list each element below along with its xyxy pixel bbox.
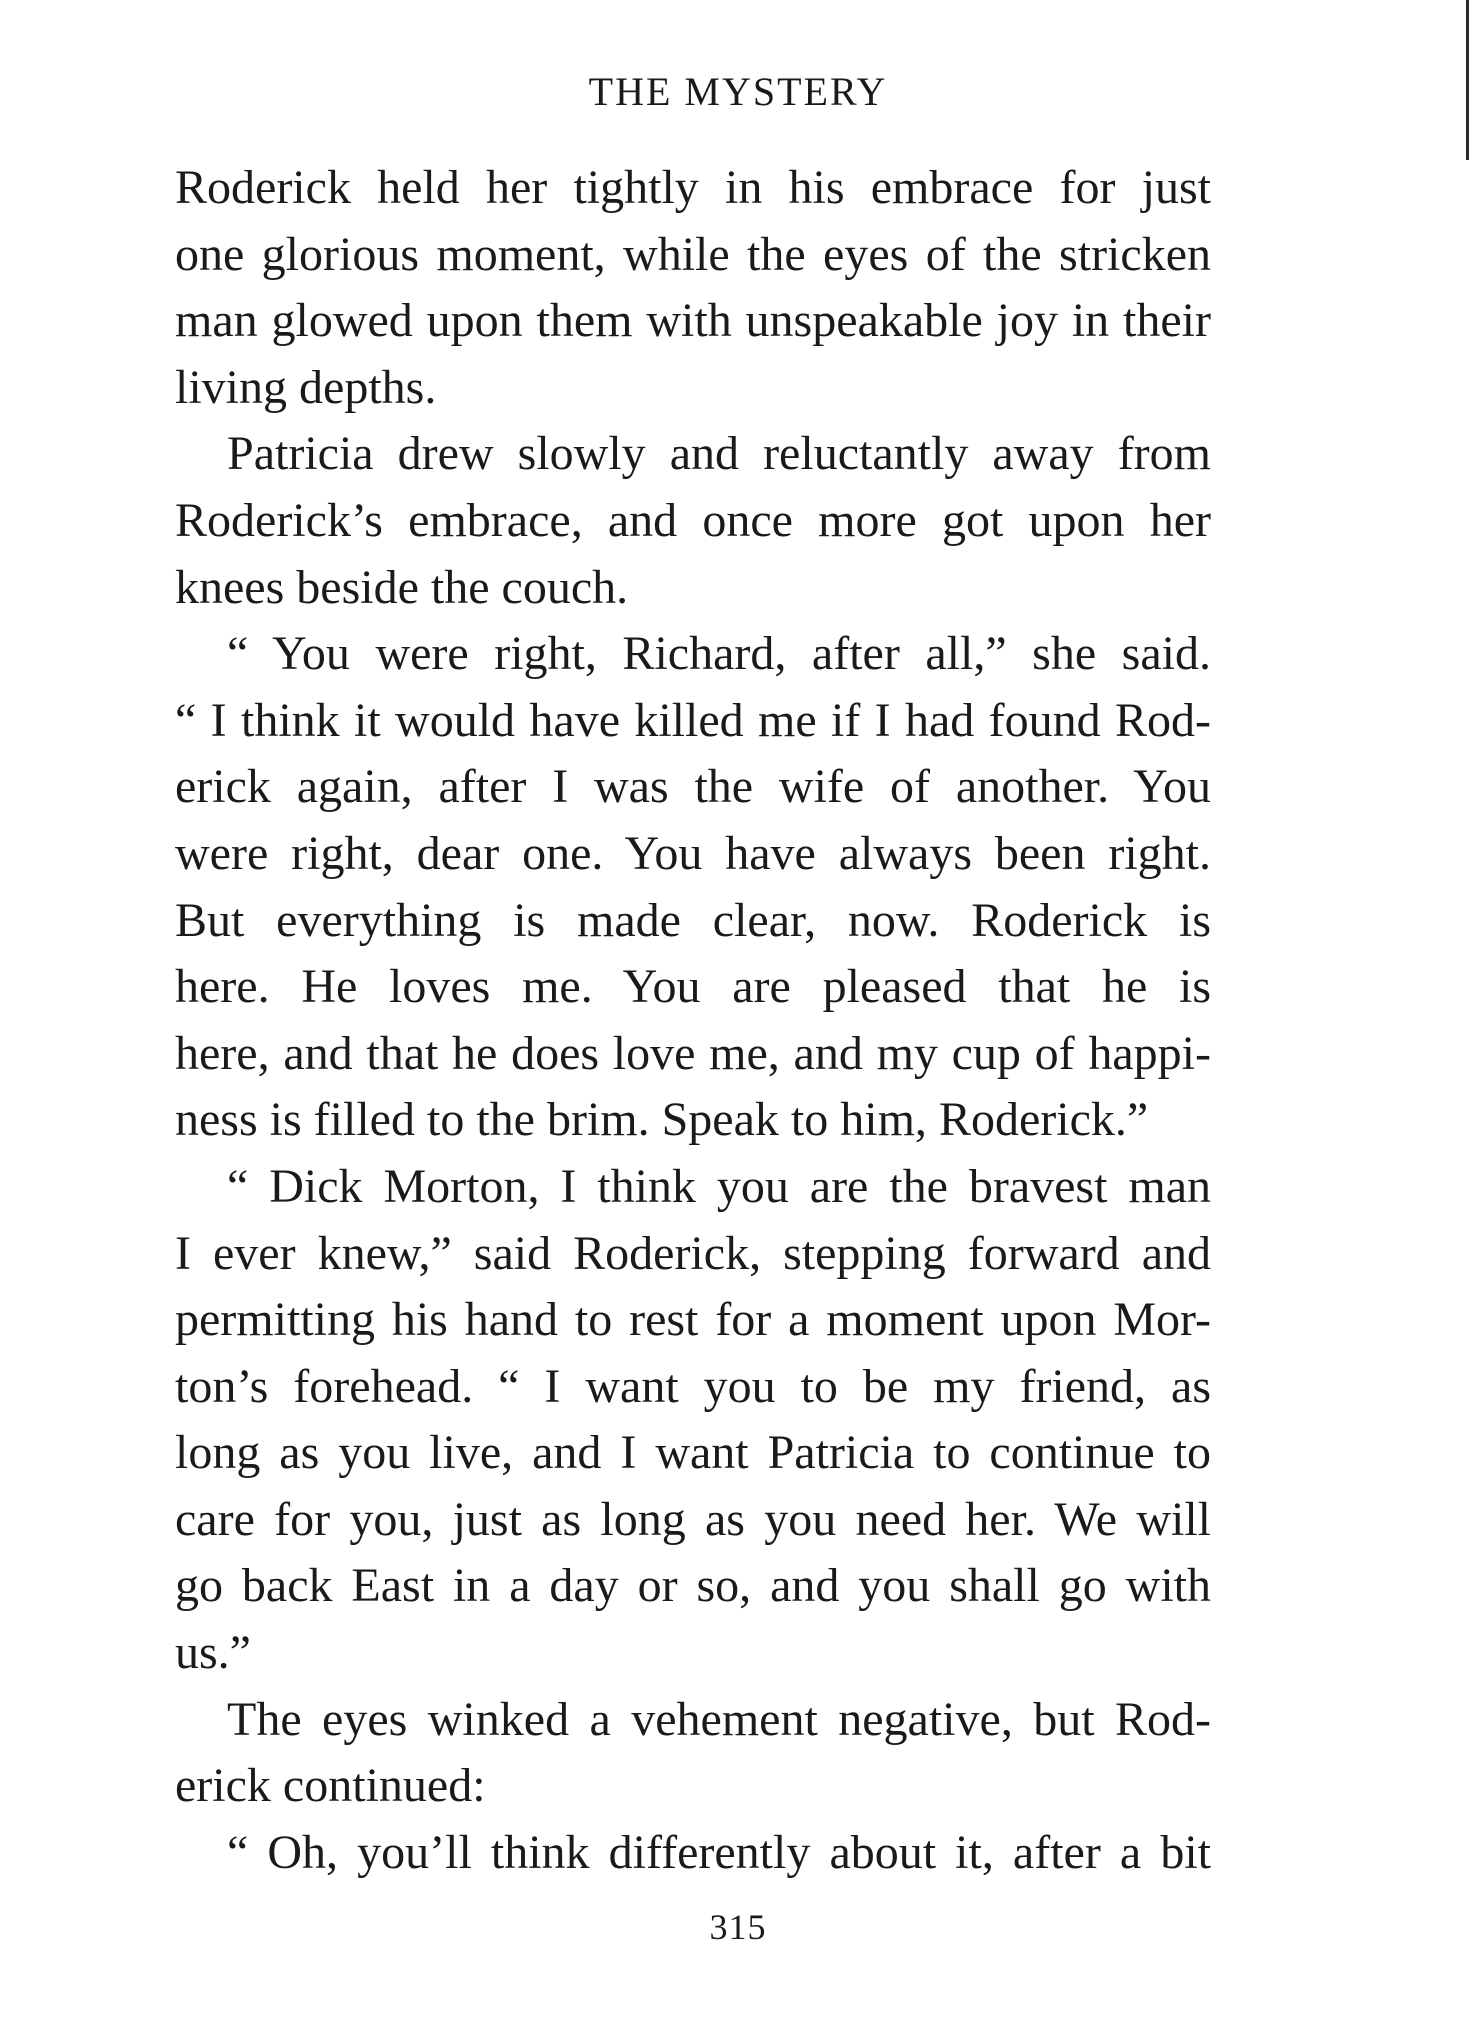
text-line: “ You were right, Richard, after all,” she said. [227,627,1211,681]
text-line: permitting his hand to rest for a moment upon Mor- [175,1293,1211,1347]
text-line: ton’s forehead. “ I want you to be my friend, as [175,1359,1211,1413]
text-line: here. He loves me. You are pleased that he is [175,960,1211,1014]
text-line: ness is filled to the brim. Speak to him, Roderick.” [175,1093,1149,1147]
text-line: were right, dear one. You have always been right. [175,826,1211,880]
text-line: go back East in a day or so, and you shall go with [175,1559,1211,1613]
text-line: “ Oh, you’ll think differently about it, after a bit [227,1825,1211,1879]
text-line: Patricia drew slowly and reluctantly away from [227,427,1211,481]
text-line: “ Dick Morton, I think you are the bravest man [227,1159,1211,1213]
running-head: THE MYSTERY [588,69,888,114]
text-line: But everything is made clear, now. Roderick is [175,893,1211,947]
text-line: long as you live, and I want Patricia to continue to [175,1426,1211,1480]
text-line: “ I think it would have killed me if I had found Rod- [175,693,1211,747]
body-text [175,155,1211,1886]
text-line: Roderick’s embrace, and once more got upon her [175,493,1211,547]
text-line: I ever knew,” said Roderick, stepping forward and [175,1226,1211,1280]
text-line: The eyes winked a vehement negative, but Rod- [227,1692,1211,1746]
text-line: one glorious moment, while the eyes of the stricken [175,227,1211,281]
text-line: care for you, just as long as you need her. We will [175,1492,1211,1546]
page-number: 315 [709,1907,767,1947]
text-line: erick again, after I was the wife of another. You [175,760,1211,814]
text-line: here, and that he does love me, and my cup of happi- [175,1026,1211,1080]
text-line: erick continued: [175,1759,486,1813]
text-line: man glowed upon them with unspeakable joy in their [175,294,1211,348]
text-line: Roderick held her tightly in his embrace for just [175,161,1211,214]
text-line: knees beside the couch. [175,560,629,614]
text-line: us.” [175,1626,251,1680]
text-line: living depths. [175,360,437,414]
